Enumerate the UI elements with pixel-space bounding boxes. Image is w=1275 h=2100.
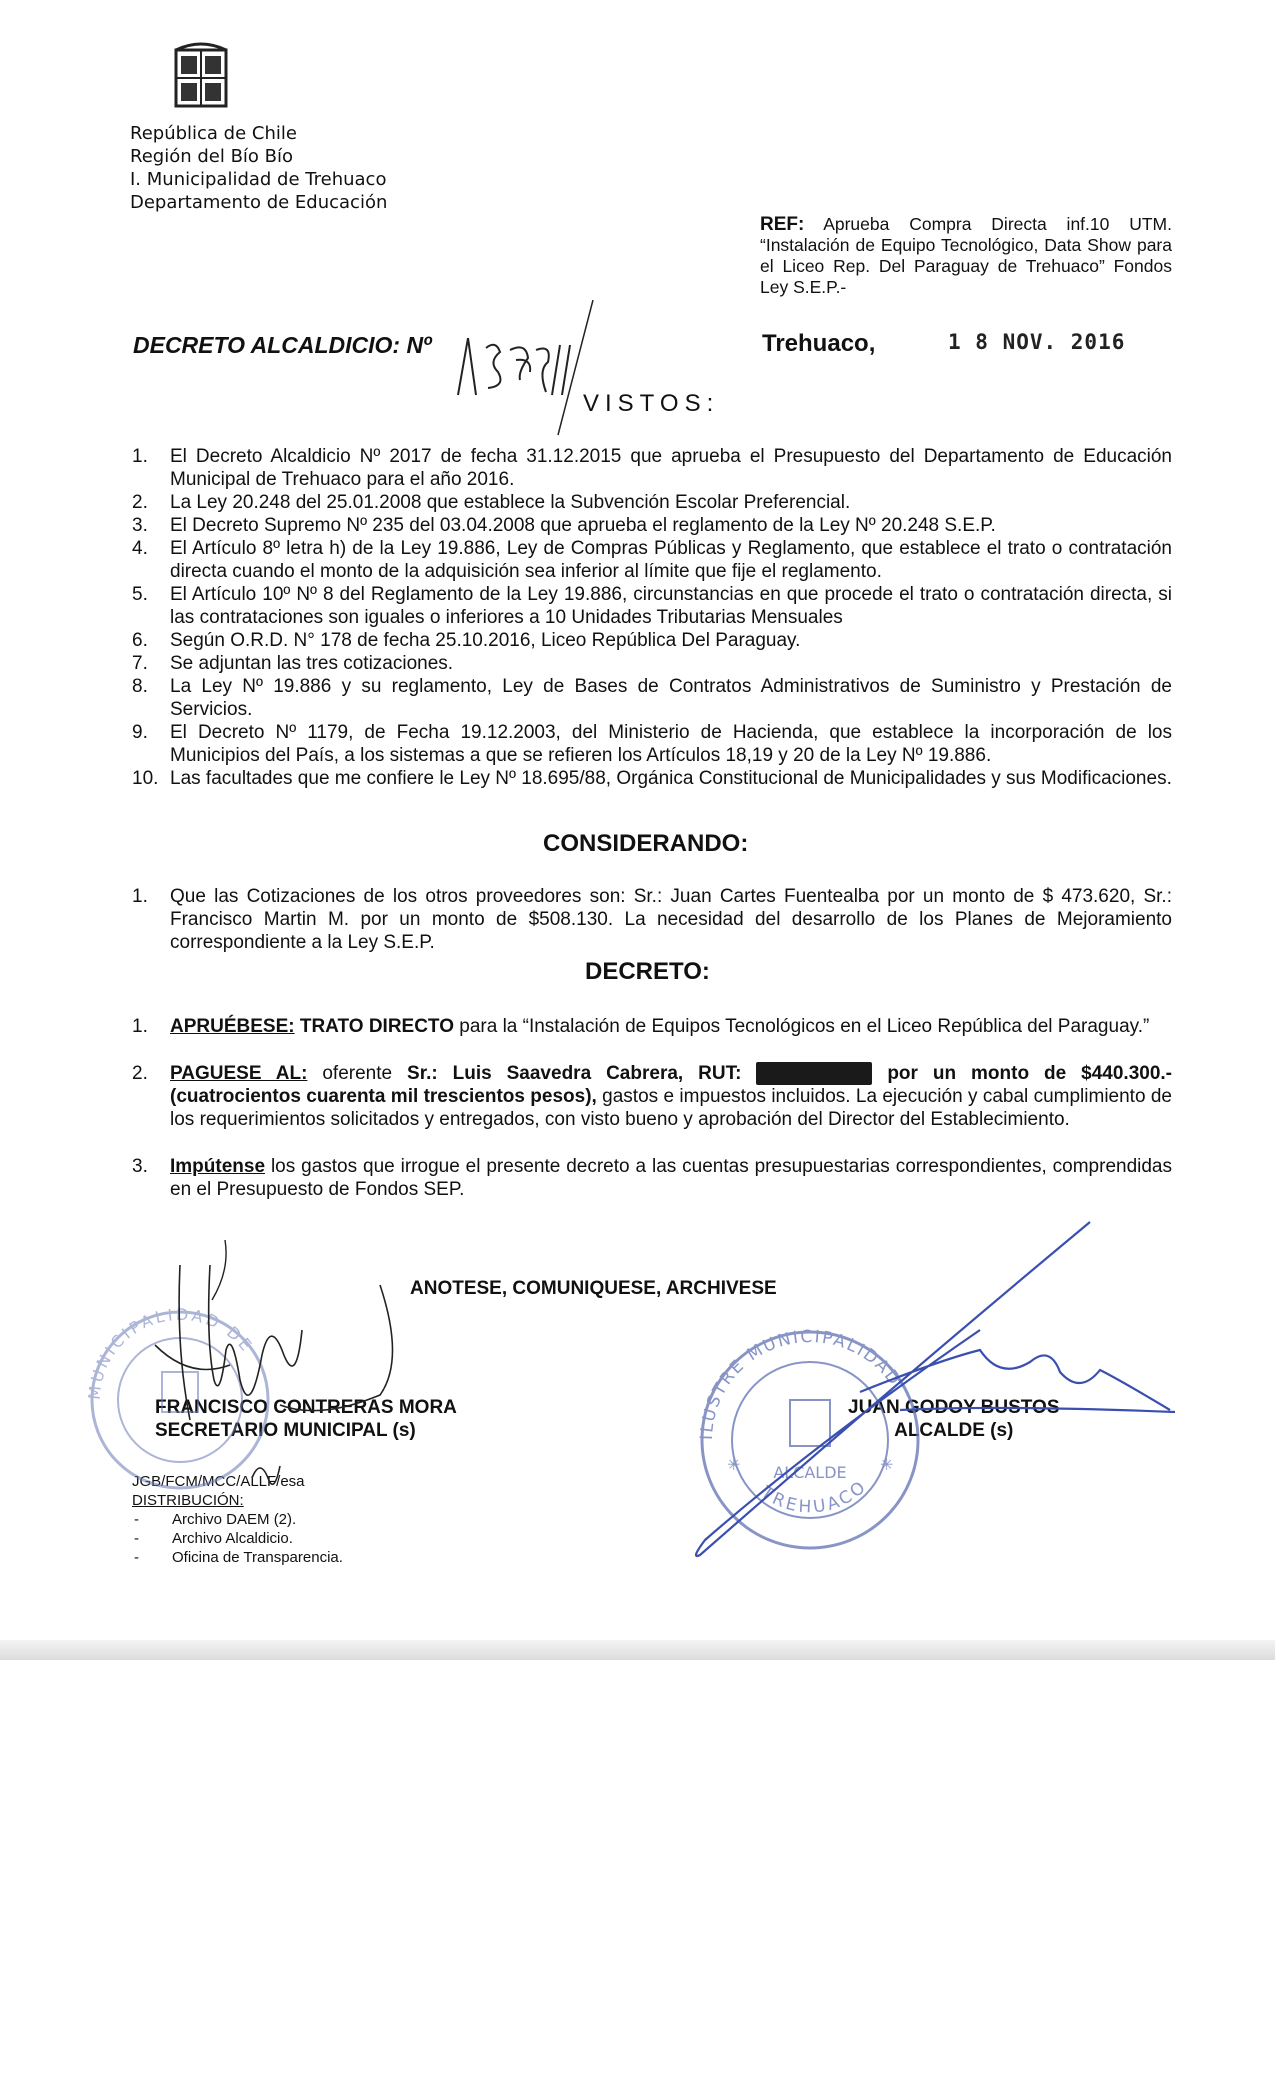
list-item bbox=[132, 537, 1172, 583]
institution-header bbox=[130, 122, 387, 214]
signature-block-mayor bbox=[848, 1396, 1060, 1442]
considerando-list bbox=[132, 885, 1172, 954]
item-number: 1. bbox=[132, 446, 148, 467]
item-number: 2. bbox=[132, 1063, 148, 1084]
payee-name: Sr.: Luis Saavedra Cabrera, RUT: bbox=[407, 1063, 742, 1084]
item-number: 8. bbox=[132, 676, 148, 697]
decreto-list bbox=[132, 1015, 1172, 1225]
item-text: El Decreto Supremo Nº 235 del 03.04.2008 que aprueba el reglamento de la Ley Nº 20.248 S.E.P. bbox=[170, 515, 996, 536]
impute-label: Impútense bbox=[170, 1156, 266, 1177]
item-number: 3. bbox=[132, 515, 148, 536]
list-item bbox=[132, 629, 1172, 652]
handwritten-decree-number bbox=[448, 300, 618, 440]
list-item bbox=[132, 767, 1172, 790]
item-text: La Ley Nº 19.886 y su reglamento, Ley de Bases de Contratos Administrativos de Suministro y Prestación de Servicios. bbox=[170, 676, 1172, 720]
item-text: El Artículo 10º Nº 8 del Reglamento de la Ley 19.886, circunstancias en que procede el trato o contratación directa, si las contrataciones son iguales o inferiores a 10 Unidades Tributarias Mensuales bbox=[170, 584, 1172, 628]
item-number: 2. bbox=[132, 492, 148, 513]
list-item bbox=[132, 445, 1172, 491]
right-stamp-bottom-text: TREHUACO bbox=[757, 1476, 872, 1518]
header-line-region: Región del Bío Bío bbox=[130, 146, 294, 167]
item-number: 3. bbox=[132, 1156, 148, 1177]
secretary-name: FRANCISCO CONTRERAS MORA bbox=[155, 1397, 457, 1418]
ref-label: REF: bbox=[760, 214, 805, 235]
redacted-rut: 12.967.938-7 bbox=[758, 1063, 871, 1084]
svg-text:TREHUACO bbox=[756, 1476, 871, 1517]
date-stamp: 1 8 NOV. 2016 bbox=[948, 330, 1126, 354]
vistos-list bbox=[132, 445, 1172, 790]
list-item bbox=[132, 885, 1172, 954]
comprendidas-check-icon bbox=[212, 1240, 226, 1300]
distribution-list bbox=[132, 1510, 343, 1567]
item-text: Se adjuntan las tres cotizaciones. bbox=[170, 653, 454, 674]
decree-title: DECRETO ALCALDICIO: Nº bbox=[133, 332, 432, 358]
right-stamp-center-text: ALCALDE bbox=[773, 1463, 847, 1482]
mayor-name: JUAN GODOY BUSTOS bbox=[848, 1397, 1060, 1418]
pay-label: PAGUESE AL: bbox=[170, 1063, 308, 1084]
document-footer bbox=[132, 1472, 343, 1567]
list-item bbox=[132, 652, 1172, 675]
item-text: los gastos que irrogue el presente decreto a las cuentas presupuestarias correspondientes, comprendidas en el Presupuesto de Fondos SEP. bbox=[170, 1156, 1172, 1200]
svg-text:✳: ✳ bbox=[727, 1457, 741, 1474]
item-text: Que las Cotizaciones de los otros proveedores son: Sr.: Juan Cartes Fuentealba por un monto de $ 473.620, Sr.: Francisco Martin M. por un monto de $508.130. La necesidad del desarrollo de los Planes de Mejoramiento correspondiente a la Ley S.E.P. bbox=[170, 886, 1172, 953]
reference-block bbox=[760, 214, 1172, 298]
signature-block-secretary bbox=[155, 1396, 457, 1442]
mayor-title: ALCALDE (s) bbox=[894, 1420, 1014, 1441]
svg-text:✳: ✳ bbox=[880, 1457, 894, 1474]
decreto-heading: DECRETO: bbox=[585, 958, 710, 985]
secretary-signature-icon bbox=[155, 1265, 393, 1484]
item-number: 10. bbox=[132, 768, 159, 789]
item-text: El Decreto Alcaldicio Nº 2017 de fecha 31.12.2015 que aprueba el Presupuesto del Departamento de Educación Municipal de Trehuaco para el año 2016. bbox=[170, 446, 1172, 490]
author-initials: JGB/FCM/MCC/ALLF/esa bbox=[132, 1473, 305, 1490]
item-number: 1. bbox=[132, 886, 148, 907]
item-text: El Artículo 8º letra h) de la Ley 19.886, Ley de Compras Públicas y Reglamento, que establece el trato o contratación directa cuando el monto de la adquisición sea inferior al límite que fije el reglamento. bbox=[170, 538, 1172, 582]
item-text: Las facultades que me confiere le Ley Nº 18.695/88, Orgánica Constitucional de Municipalidades y sus Modificaciones. bbox=[170, 768, 1172, 789]
secretary-title: SECRETARIO MUNICIPAL (s) bbox=[155, 1420, 416, 1441]
list-item bbox=[132, 491, 1172, 514]
item-number: 9. bbox=[132, 722, 148, 743]
item-number: 5. bbox=[132, 584, 148, 605]
item-text: El Decreto Nº 1179, de Fecha 19.12.2003, del Ministerio de Hacienda, que establece la incorporación de los Municipios del País, a los sistemas a que se refieren los Artículos 18,19 y 20 de la Ley Nº 19.886. bbox=[170, 722, 1172, 766]
ref-text: Aprueba Compra Directa inf.10 UTM. “Instalación de Equipo Tecnológico, Data Show para el Liceo Rep. Del Paraguay de Trehuaco” Fondos Ley S.E.P.- bbox=[760, 214, 1172, 297]
blank-scan-area bbox=[0, 1660, 1275, 2100]
list-item bbox=[132, 583, 1172, 629]
item-number: 1. bbox=[132, 1016, 148, 1037]
approve-label: APRUÉBESE: bbox=[170, 1016, 295, 1037]
item-text: gastos e impuestos incluidos. La ejecución y cabal cumplimiento de los requerimientos solicitados y entregados, con visto bueno y aprobación del Director del Establecimiento. bbox=[170, 1086, 1172, 1130]
list-item: - Oficina de Transparencia. bbox=[132, 1548, 343, 1567]
list-item: - Archivo DAEM (2). bbox=[132, 1510, 343, 1529]
list-item bbox=[132, 1015, 1172, 1038]
list-item bbox=[132, 514, 1172, 537]
svg-text:MUNICIPALIDAD DE bbox=[85, 1305, 258, 1401]
header-line-country: República de Chile bbox=[130, 123, 297, 144]
item-text: Según O.R.D. N° 178 de fecha 25.10.2016, Liceo República Del Paraguay. bbox=[170, 630, 801, 651]
vistos-heading: VISTOS: bbox=[583, 390, 720, 417]
closing-formula: ANOTESE, COMUNIQUESE, ARCHIVESE bbox=[410, 1278, 777, 1299]
mayor-signature-icon bbox=[696, 1222, 1175, 1556]
item-text: oferente bbox=[322, 1063, 393, 1084]
list-item bbox=[132, 1062, 1172, 1131]
header-line-municipality: I. Municipalidad de Trehuaco bbox=[130, 169, 387, 190]
list-item: - Archivo Alcaldicio. bbox=[132, 1529, 343, 1548]
right-stamp-top-text: ILUSTRE MUNICIPALIDAD bbox=[696, 1326, 905, 1441]
item-number: 6. bbox=[132, 630, 148, 651]
considerando-heading: CONSIDERANDO: bbox=[543, 830, 749, 857]
page-edge-shadow bbox=[0, 1640, 1275, 1660]
list-item bbox=[132, 1155, 1172, 1201]
municipal-crest-icon bbox=[168, 36, 234, 110]
item-text: La Ley 20.248 del 25.01.2008 que establece la Subvención Escolar Preferencial. bbox=[170, 492, 851, 513]
list-item bbox=[132, 721, 1172, 767]
distribution-label: DISTRIBUCIÓN: bbox=[132, 1492, 244, 1509]
item-number: 4. bbox=[132, 538, 148, 559]
item-number: 7. bbox=[132, 653, 148, 674]
payment-amount: por un monto de $440.300.- (cuatrocientos cuarenta mil trescientos pesos), bbox=[170, 1063, 1172, 1107]
list-item bbox=[132, 675, 1172, 721]
direct-deal-label: TRATO DIRECTO bbox=[299, 1016, 454, 1037]
left-stamp-ring-text: MUNICIPALIDAD DE bbox=[84, 1304, 258, 1401]
place-label: Trehuaco, bbox=[762, 330, 876, 357]
header-line-department: Departamento de Educación bbox=[130, 192, 388, 213]
item-text: para la “Instalación de Equipos Tecnológicos en el Liceo República del Paraguay.” bbox=[459, 1016, 1150, 1037]
